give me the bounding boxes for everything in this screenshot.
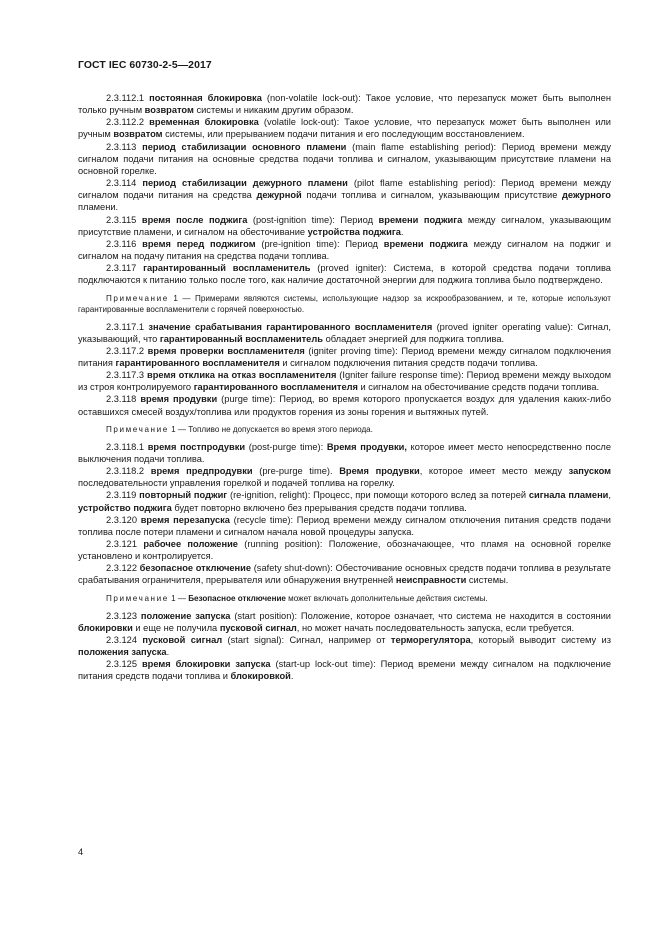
body-text: 2.3.117.2 bbox=[106, 345, 148, 356]
document-header: ГОСТ IEC 60730-2-5—2017 bbox=[78, 60, 212, 71]
document-body bbox=[78, 92, 611, 683]
term-text: положение запуска bbox=[140, 610, 231, 621]
body-text: системы. bbox=[466, 575, 509, 586]
body-text: 2.3.125 bbox=[106, 659, 142, 670]
body-text: между сигналом, указывающим присутствие пламени, и сигналом на обесточивание bbox=[78, 214, 611, 237]
note-paragraph bbox=[78, 593, 611, 604]
definition-paragraph bbox=[78, 538, 611, 562]
body-text: (pilot flame establishing period): Период времени между сигналом подачи питания на средства bbox=[78, 178, 611, 201]
body-text: (post-purge time): bbox=[245, 441, 327, 452]
body-text: 2.3.117.3 bbox=[106, 370, 147, 381]
term-text: гарантированный воспламенитель bbox=[159, 333, 323, 344]
body-text: 2.3.114 bbox=[106, 178, 143, 189]
body-text: (volatile lock-out): Такое условие, что перезапуск может быть выполнен или ручным bbox=[78, 117, 612, 140]
body-text: 2.3.112.2 bbox=[106, 117, 150, 128]
body-text: 2.3.120 bbox=[106, 514, 141, 525]
body-text: (non-volatile lock-out): Такое условие, что перезапуск может быть выполнен только ручным bbox=[78, 93, 611, 116]
definition-paragraph bbox=[78, 658, 611, 682]
body-text: обладает энергией для поджига топлива. bbox=[322, 333, 505, 344]
body-text: (recycle time): Период времени между сигналом отключения питания средств подачи топлива после потери пламени и сигналом начала новой процедуры запуска. bbox=[78, 514, 612, 537]
body-text: 2.3.117 bbox=[106, 263, 144, 274]
term-text: гарантированный воспламенитель bbox=[143, 263, 311, 274]
note-paragraph bbox=[78, 293, 611, 315]
term-text: времени поджига bbox=[378, 214, 463, 225]
body-text: , bbox=[608, 490, 611, 501]
definition-paragraph bbox=[78, 238, 611, 262]
definition-paragraph bbox=[78, 489, 611, 513]
definition-paragraph bbox=[78, 514, 611, 538]
body-text: (running position): Положение, обозначающее, что пламя на основной горелке установлено и контролируется. bbox=[78, 539, 611, 562]
body-text: и сигналом на обесточивание средств подачи топлива. bbox=[357, 382, 600, 393]
note-label: Примечание bbox=[106, 293, 169, 303]
term-text: время постпродувки bbox=[147, 441, 246, 452]
definition-paragraph bbox=[78, 321, 611, 345]
body-text: (start signal): Сигнал, например от bbox=[222, 634, 391, 645]
body-text: и сигналом подключения питания средств подачи топлива. bbox=[279, 357, 538, 368]
body-text: которое имеет место непосредственно после выключения подачи топлива. bbox=[78, 441, 612, 464]
definition-paragraph bbox=[78, 634, 611, 658]
body-text: может включать дополнительные действия системы. bbox=[285, 593, 488, 603]
body-text: (pre-purge time). bbox=[252, 466, 340, 477]
body-text: 1 — bbox=[168, 593, 189, 603]
term-text: возвратом bbox=[113, 129, 163, 140]
body-text: (main flame establishing period): Период времени между сигналом подачи питания на основные средства подачи топлива и сигналом, указывающим присутствие пламени на основной горелке. bbox=[78, 141, 611, 176]
body-text: (pre-ignition time): Период bbox=[255, 238, 384, 249]
term-text: время после поджига bbox=[141, 214, 248, 225]
term-text: время перезапуска bbox=[140, 514, 230, 525]
term-text: постоянная блокировка bbox=[149, 93, 262, 103]
definition-paragraph bbox=[78, 465, 611, 489]
body-text: (start position): Положение, которое означает, что система не находится в состоянии bbox=[230, 610, 612, 621]
term-text: время продувки bbox=[140, 394, 218, 405]
term-text: рабочее положение bbox=[143, 539, 238, 549]
term-text: возвратом bbox=[144, 105, 194, 116]
term-text: время перед поджигом bbox=[142, 238, 256, 249]
term-text: гарантированного воспламенителя bbox=[193, 382, 358, 393]
body-text: 2.3.115 bbox=[106, 214, 142, 225]
body-text: , который выводит систему из bbox=[470, 634, 611, 645]
definition-paragraph bbox=[78, 562, 611, 586]
body-text: (safety shut-down): Обесточивание основных средств подачи топлива в результате срабатывания ограничителя, прерывателя или обнаружения внутренней bbox=[78, 563, 611, 586]
term-text: времени поджига bbox=[383, 238, 468, 249]
term-text: повторный поджиг bbox=[139, 490, 228, 501]
term-text: время проверки воспламенителя bbox=[147, 345, 305, 356]
term-text: положения запуска bbox=[78, 647, 167, 658]
body-text: подачи топлива и сигналом, указывающим присутствие bbox=[301, 190, 562, 201]
body-text: 2.3.119 bbox=[106, 490, 140, 501]
body-text: 2.3.116 bbox=[106, 238, 143, 249]
definition-paragraph bbox=[78, 393, 611, 417]
body-text: 2.3.117.1 bbox=[106, 321, 149, 332]
definition-paragraph bbox=[78, 116, 611, 140]
term-text: устройство поджига bbox=[78, 502, 172, 513]
note-label: Примечание bbox=[106, 593, 169, 603]
body-text: (proved igniter): Система, в которой средства подачи топлива подключаются к питанию только после того, как наличие достаточной энергии для поджига топлива было подтверждено. bbox=[78, 263, 611, 286]
definition-paragraph bbox=[78, 345, 611, 369]
definition-paragraph bbox=[78, 262, 611, 286]
term-text: временная блокировка bbox=[149, 117, 259, 128]
body-text: 2.3.118 bbox=[106, 394, 141, 405]
body-text: последовательности управления горелкой и подачей топлива на горелку. bbox=[78, 478, 395, 489]
body-text: 2.3.123 bbox=[106, 610, 141, 621]
body-text: 2.3.112.1 bbox=[106, 93, 150, 103]
term-text: Время продувки, bbox=[326, 441, 407, 452]
definition-paragraph bbox=[78, 441, 611, 465]
term-text: пусковой сигнал bbox=[142, 634, 223, 645]
body-text: 2.3.118.2 bbox=[106, 466, 151, 477]
term-text: время предпродувки bbox=[150, 466, 253, 477]
term-text: время блокировки запуска bbox=[141, 659, 271, 670]
body-text: , но может начать последовательность запуска, если требуется. bbox=[296, 622, 575, 633]
term-text: устройства поджига bbox=[307, 226, 401, 237]
body-text: 2.3.124 bbox=[106, 634, 143, 645]
term-text: неисправности bbox=[395, 575, 467, 586]
body-text: . bbox=[400, 226, 404, 237]
term-text: запуском bbox=[568, 466, 611, 477]
body-text: . bbox=[166, 647, 170, 658]
body-text: 1 — Топливо не допускается во время этого периода. bbox=[168, 424, 373, 434]
definition-paragraph bbox=[78, 214, 611, 238]
term-text: дежурного bbox=[562, 190, 611, 201]
body-text: (Igniter failure response time): Период времени между выходом из строя контролируемого bbox=[78, 370, 612, 393]
definition-paragraph bbox=[78, 141, 611, 177]
body-text: между сигналом на поджиг и сигналом на подачу питания на средства подачи топлива. bbox=[78, 238, 611, 262]
term-text: значение срабатывания гарантированного воспламенителя bbox=[148, 321, 433, 332]
term-text: гарантированного воспламенителя bbox=[115, 357, 280, 368]
term-text: время отклика на отказ воспламенителя bbox=[147, 370, 337, 381]
term-text: дежурной bbox=[256, 190, 302, 201]
note-paragraph bbox=[78, 424, 611, 435]
term-text: период стабилизации основного пламени bbox=[142, 141, 347, 152]
term-text: сигнала пламени bbox=[528, 490, 609, 501]
definition-paragraph bbox=[78, 177, 611, 213]
body-text: 2.3.122 bbox=[106, 563, 140, 574]
body-text: (purge time): Период, во время которого пропускается воздух для удаления каких-либо оставшихся смесей воздух/топлива или продуктов горения из зоны горения и вытяжных путей. bbox=[78, 394, 611, 417]
body-text: (re-ignition, relight): Процесс, при помощи которого вслед за потерей bbox=[227, 490, 529, 501]
definition-paragraph bbox=[78, 92, 611, 116]
body-text: . bbox=[290, 671, 294, 682]
body-text: (proved igniter operating value): Сигнал, указывающий, что bbox=[78, 321, 611, 344]
body-text: будет повторно включено без прерывания средств подачи топлива. bbox=[171, 502, 467, 513]
term-text: период стабилизации дежурного пламени bbox=[142, 178, 348, 189]
body-text: пламени. bbox=[78, 202, 119, 213]
term-text: Безопасное отключение bbox=[188, 593, 286, 603]
body-text: (post-ignition time): Период bbox=[247, 214, 379, 225]
body-text: 2.3.113 bbox=[106, 141, 143, 152]
term-text: блокировки bbox=[78, 622, 133, 633]
body-text: 1 — Примерами являются системы, использующие надзор за искрообразованием, и те, которые используют гарантированные воспламенители с горячей поверхностью. bbox=[78, 293, 611, 314]
body-text: , которое имеет место между bbox=[419, 466, 569, 477]
body-text: 2.3.118.1 bbox=[106, 441, 148, 452]
definition-paragraph bbox=[78, 610, 611, 634]
term-text: безопасное отключение bbox=[139, 563, 252, 574]
body-text: и еще не получила bbox=[132, 622, 220, 633]
page-number: 4 bbox=[78, 847, 84, 857]
body-text: (start-up lock-out time): Период времени между сигналом на подключение питания средств подачи топлива и bbox=[78, 659, 611, 682]
term-text: блокировкой bbox=[230, 671, 291, 682]
term-text: пусковой сигнал bbox=[219, 622, 297, 633]
body-text: 2.3.121 bbox=[106, 539, 144, 549]
term-text: терморегулятора bbox=[390, 634, 471, 645]
note-label: Примечание bbox=[106, 424, 169, 434]
body-text: системы, или прерыванием подачи питания и его последующим восстановлением. bbox=[162, 129, 525, 140]
body-text: системы и никаким другим образом. bbox=[193, 105, 354, 116]
body-text: (igniter proving time): Период времени между сигналом подключения питания bbox=[78, 345, 611, 368]
term-text: Время продувки bbox=[339, 466, 420, 477]
definition-paragraph bbox=[78, 369, 611, 393]
